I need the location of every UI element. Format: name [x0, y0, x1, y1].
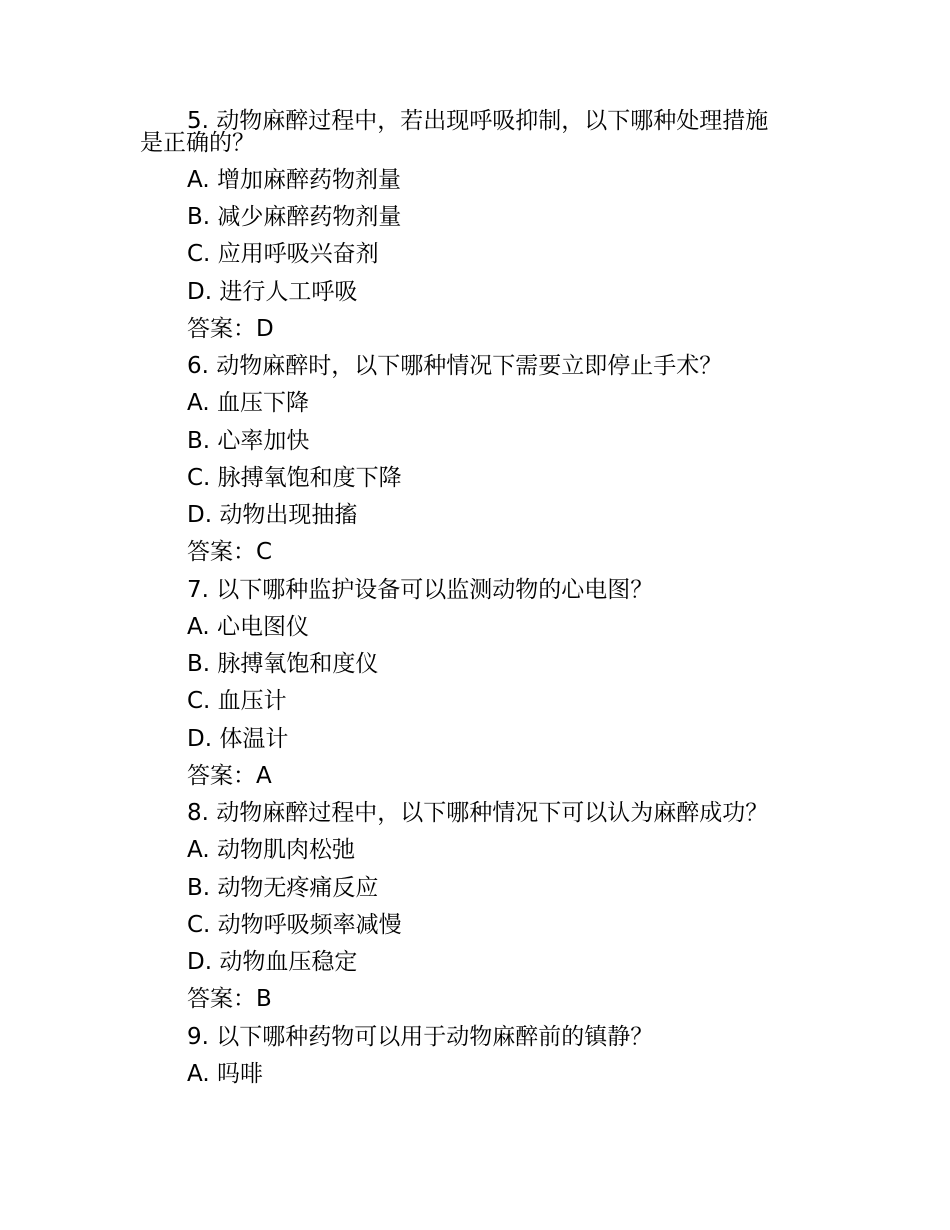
question-6-answer: 答案：C [187, 539, 273, 565]
question-5-stem-line2: 是正确的？ [140, 130, 255, 156]
question-6-stem: 6. 动物麻醉时，以下哪种情况下需要立即停止手术？ [187, 353, 723, 379]
question-7-option-a: A. 心电图仪 [187, 614, 309, 640]
question-6-option-c: C. 脉搏氧饱和度下降 [187, 465, 402, 491]
question-5-stem-line1: 5. 动物麻醉过程中，若出现呼吸抑制，以下哪种处理措施 [187, 108, 769, 134]
question-5-option-a: A. 增加麻醉药物剂量 [187, 167, 401, 193]
question-7-answer: 答案：A [187, 763, 272, 789]
question-8-option-c: C. 动物呼吸频率减慢 [187, 912, 402, 938]
question-7-option-d: D. 体温计 [187, 726, 289, 752]
question-5-option-b: B. 减少麻醉药物剂量 [187, 204, 402, 230]
question-7-option-b: B. 脉搏氧饱和度仪 [187, 651, 379, 677]
question-7-option-c: C. 血压计 [187, 688, 287, 714]
question-5-option-c: C. 应用呼吸兴奋剂 [187, 241, 379, 267]
question-6-option-b: B. 心率加快 [187, 428, 310, 454]
question-6-option-a: A. 血压下降 [187, 390, 309, 416]
question-5-answer: 答案：D [187, 316, 274, 342]
question-5-option-d: D. 进行人工呼吸 [187, 279, 358, 305]
question-8-answer: 答案：B [187, 986, 272, 1012]
question-8-option-b: B. 动物无疼痛反应 [187, 875, 379, 901]
question-9-stem: 9. 以下哪种药物可以用于动物麻醉前的镇静？ [187, 1024, 654, 1050]
question-9-option-a: A. 吗啡 [187, 1061, 263, 1087]
question-8-stem: 8. 动物麻醉过程中，以下哪种情况下可以认为麻醉成功？ [187, 800, 769, 826]
question-8-option-d: D. 动物血压稳定 [187, 949, 358, 975]
question-7-stem: 7. 以下哪种监护设备可以监测动物的心电图？ [187, 577, 654, 603]
question-8-option-a: A. 动物肌肉松弛 [187, 837, 355, 863]
question-6-option-d: D. 动物出现抽搐 [187, 502, 358, 528]
